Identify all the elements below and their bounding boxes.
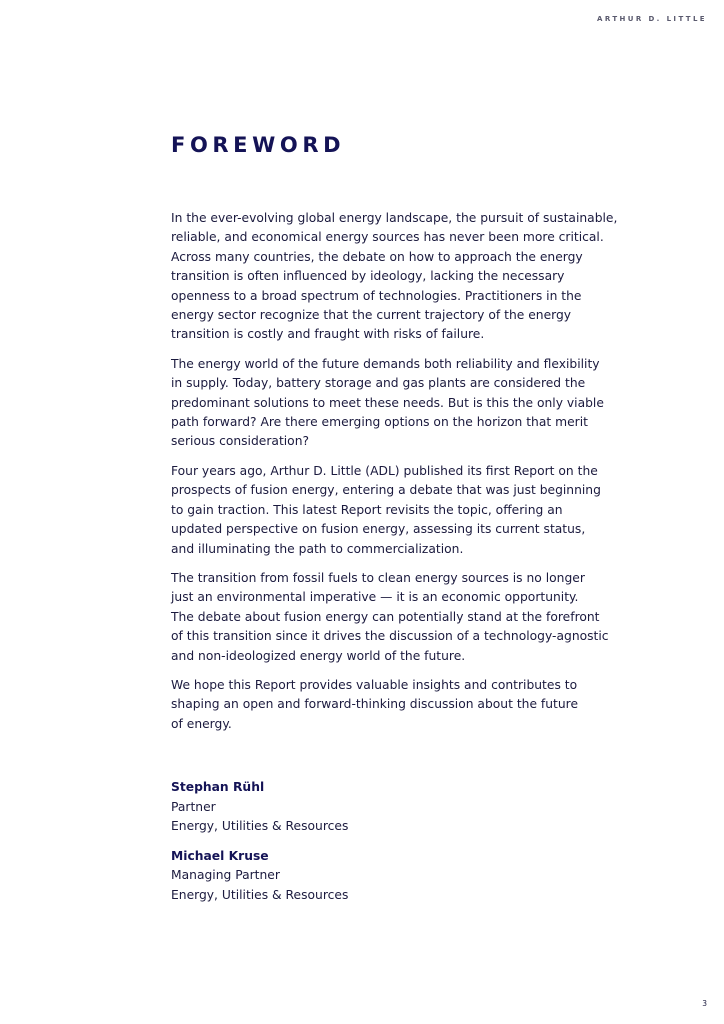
signatory-role: Managing Partner — [171, 868, 280, 883]
text-line: Four years ago, Arthur D. Little (ADL) published its first Report on the — [171, 463, 598, 478]
text-line: In the ever-evolving global energy landscape, the pursuit of sustainable, — [171, 211, 618, 225]
paragraph-2 — [171, 355, 641, 452]
paragraph-4 — [171, 569, 641, 666]
text-line: path forward? Are there emerging options on the horizon that merit — [171, 415, 588, 430]
signatory-department: Energy, Utilities & Resources — [171, 887, 349, 902]
text-line: to gain traction. This latest Report revisits the topic, offering an — [171, 502, 563, 517]
signatory-name: Michael Kruse — [171, 848, 269, 863]
text-line: transition is costly and fraught with risks of failure. — [171, 327, 485, 342]
page-title: FOREWORD — [171, 133, 346, 157]
text-line: The energy world of the future demands both reliability and flexibility — [171, 356, 600, 371]
text-line: reliable, and economical energy sources has never been more critical. — [171, 230, 604, 245]
text-line: and illuminating the path to commercialization. — [171, 541, 464, 556]
text-line: of this transition since it drives the discussion of a technology-agnostic — [171, 629, 609, 644]
text-line: predominant solutions to meet these needs. But is this the only viable — [171, 395, 604, 410]
paragraph-5 — [171, 676, 641, 734]
text-line: prospects of fusion energy, entering a debate that was just beginning — [171, 483, 601, 498]
running-header-brand: ARTHUR D. LITTLE — [597, 15, 707, 23]
foreword-body — [171, 209, 641, 744]
text-line: energy sector recognize that the current trajectory of the energy — [171, 308, 572, 323]
text-line: openness to a broad spectrum of technologies. Practitioners in the — [171, 288, 582, 303]
text-line: serious consideration? — [171, 434, 310, 449]
page-number: 3 — [702, 999, 707, 1008]
paragraph-3 — [171, 462, 641, 559]
text-line: The debate about fusion energy can potentially stand at the forefront — [171, 609, 600, 624]
text-line: shaping an open and forward-thinking discussion about the future — [171, 697, 579, 712]
text-line: Across many countries, the debate on how to approach the energy — [171, 249, 583, 264]
signatory-department: Energy, Utilities & Resources — [171, 819, 349, 834]
signatures — [171, 778, 348, 916]
signatory-name: Stephan Rühl — [171, 780, 265, 794]
paragraph-1 — [171, 209, 641, 345]
signatory-michael-kruse — [171, 847, 348, 906]
text-line: We hope this Report provides valuable insights and contributes to — [171, 677, 578, 692]
text-line: and non-ideologized energy world of the future. — [171, 648, 466, 663]
text-line: in supply. Today, battery storage and gas plants are considered the — [171, 376, 586, 391]
text-line: of energy. — [171, 716, 232, 731]
signatory-stephan-ruhl — [171, 778, 348, 837]
text-line: updated perspective on fusion energy, assessing its current status, — [171, 522, 586, 537]
text-line: The transition from fossil fuels to clean energy sources is no longer — [171, 570, 585, 585]
text-line: transition is often influenced by ideology, lacking the necessary — [171, 269, 565, 284]
text-line: just an environmental imperative — it is an economic opportunity. — [171, 590, 579, 605]
signatory-role: Partner — [171, 799, 216, 814]
